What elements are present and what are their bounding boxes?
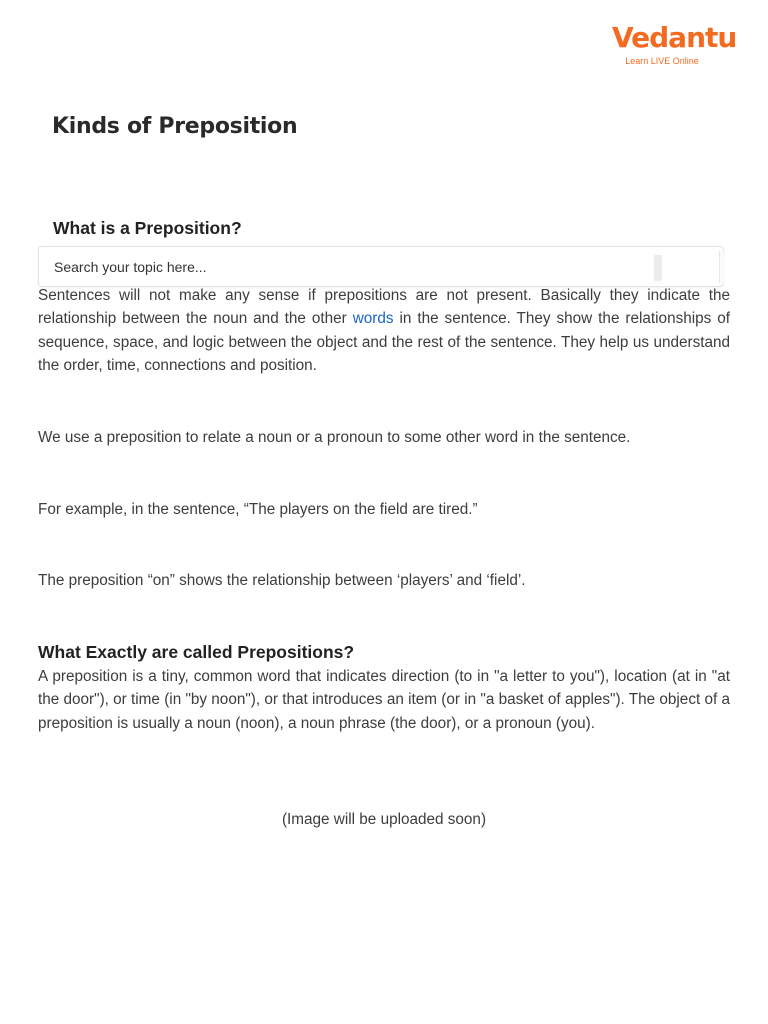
logo-wordmark: Vedantu (612, 21, 737, 54)
vedantu-logo[interactable] (612, 21, 737, 66)
paragraph-example: For example, in the sentence, “The players on the field are tired.” (38, 501, 478, 518)
paragraph-preposition-details: A preposition is a tiny, common word that indicates direction (to in "a letter to you"), location (at in "at the door"), or time (in "by noon"), or that introduces an item (or in "a basket of apples"). The object of a preposition is usually a noun (noon), a noun phrase (the door), or a pronoun (you). (38, 668, 730, 732)
image-placeholder-caption: (Image will be uploaded soon) (281, 811, 487, 828)
search-box (38, 246, 724, 287)
section-heading-what-exactly: What Exactly are called Prepositions? (38, 642, 355, 662)
paragraph-preposition-use: We use a preposition to relate a noun or a pronoun to some other word in the sentence. (38, 429, 631, 446)
paragraph-text: Sentences will not make any sense if prepositions are not present. Basically they indicate the relationship between the noun and the other (38, 287, 730, 328)
search-input[interactable] (39, 247, 654, 286)
paragraph-example-explanation: The preposition “on” shows the relationship between ‘players’ and ‘field’. (38, 572, 526, 589)
page-title: Kinds of Preposition (52, 114, 298, 139)
paragraph-preposition-definition (38, 284, 730, 377)
search-box-edge (719, 251, 724, 283)
paragraph-text: in the sentence. They show the relationships of sequence, space, and logic between the object and the rest of the sentence. They help us understand the order, time, connections and position. (38, 310, 730, 374)
words-link[interactable]: words (352, 310, 394, 328)
search-scrollbar[interactable] (654, 255, 662, 281)
logo-tagline: Learn LIVE Online (625, 56, 699, 66)
section-heading-what-is-preposition: What is a Preposition? (53, 218, 242, 238)
